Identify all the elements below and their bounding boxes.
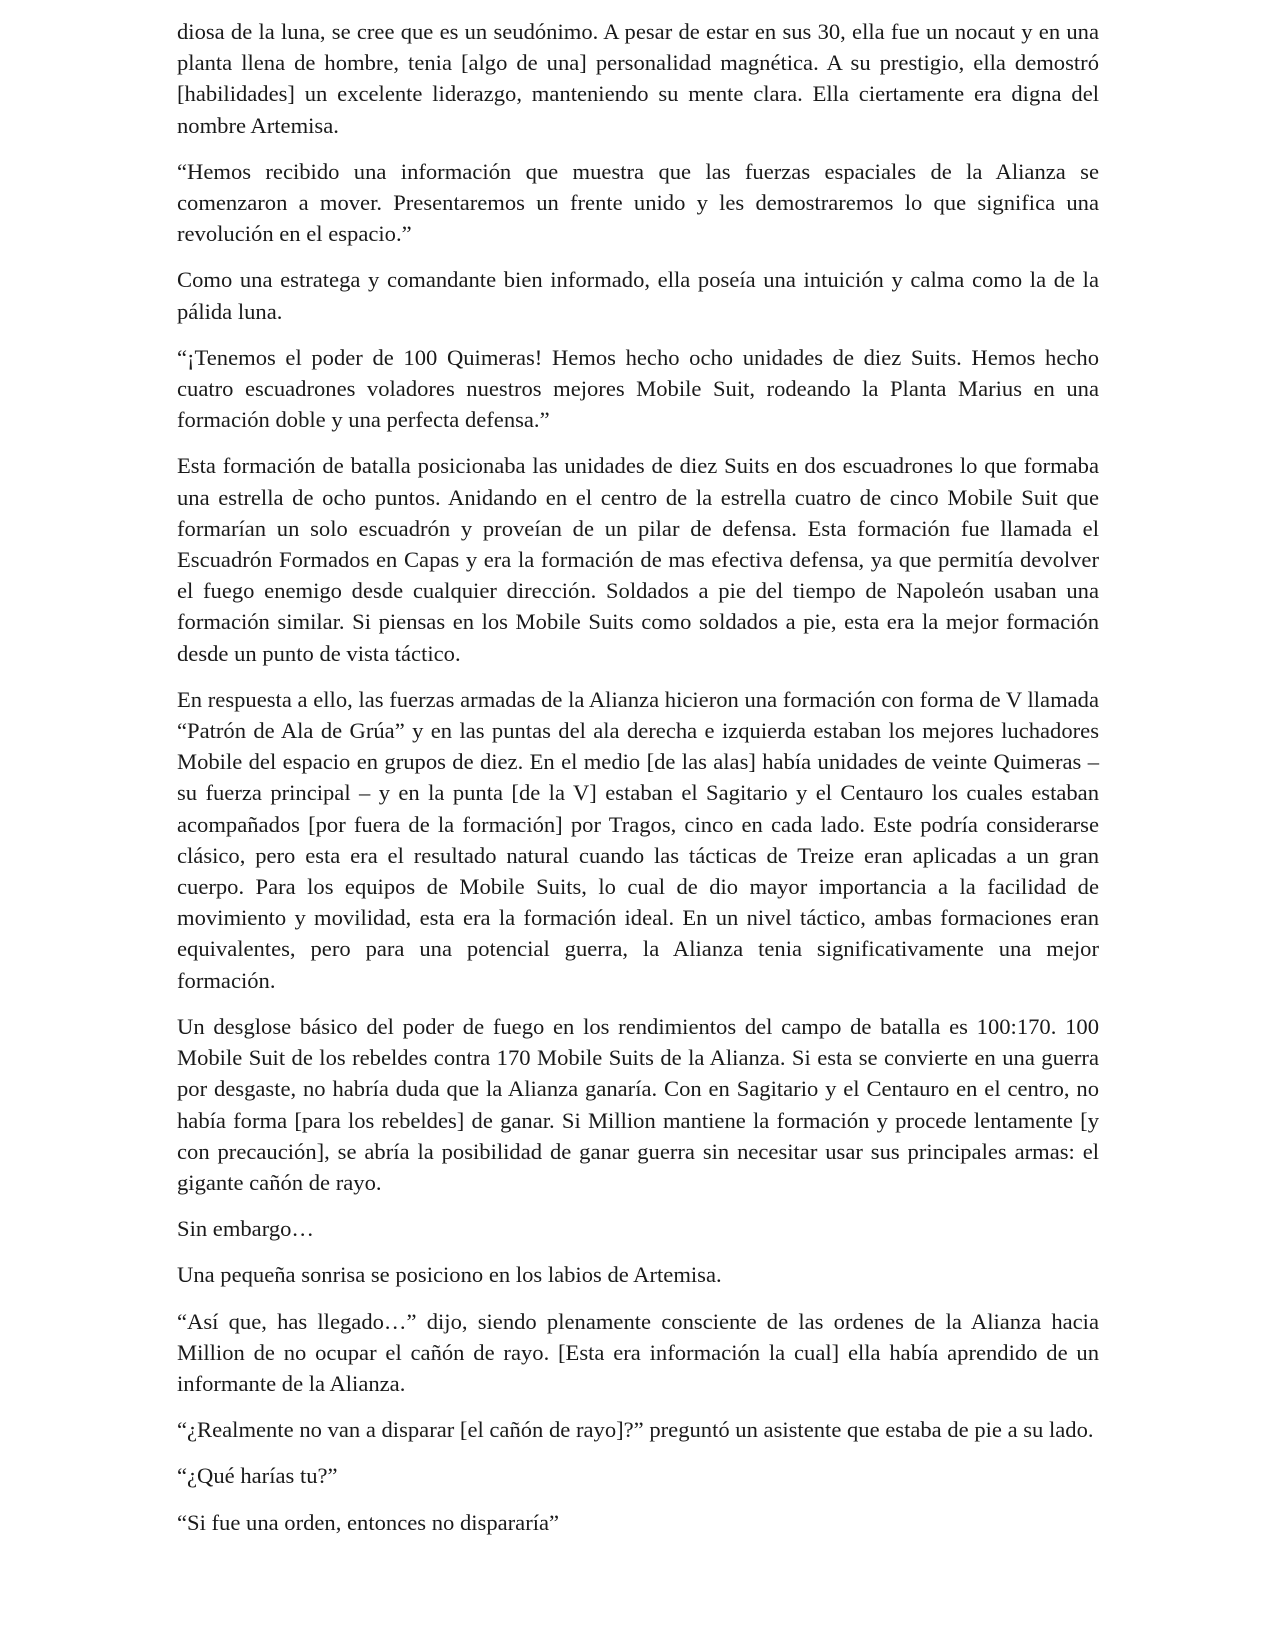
- paragraph: “Si fue una orden, entonces no dispararía”: [177, 1509, 560, 1535]
- paragraph: Un desglose básico del poder de fuego en los rendimientos del campo de batalla es 100:170. 100 Mobile Suit de los rebeldes contra 170 Mobile Suits de la Alianza. Si esta se convierte en una guerra por desgaste, no habría duda que la Alianza ganaría. Con en Sagitario y el Centauro en el centro, no había forma [para los rebeldes] de ganar. Si Million mantiene la formación y procede lentamente [y con precaución], se abría la posibilidad de ganar guerra sin necesitar usar sus principales armas: el gigante cañón de rayo.: [177, 1013, 1099, 1195]
- paragraph: Una pequeña sonrisa se posiciono en los labios de Artemisa.: [177, 1262, 722, 1288]
- paragraph: “¡Tenemos el poder de 100 Quimeras! Hemos hecho ocho unidades de diez Suits. Hemos hecho cuatro escuadrones voladores nuestros mejores Mobile Suit, rodeando la Planta Marius en una formación doble y una perfecta defensa.”: [177, 344, 1099, 433]
- paragraph: “¿Qué harías tu?”: [177, 1463, 338, 1489]
- paragraph: Como una estratega y comandante bien informado, ella poseía una intuición y calma como la de la pálida luna.: [177, 267, 1099, 324]
- paragraph: “Así que, has llegado…” dijo, siendo plenamente consciente de las ordenes de la Alianza hacia Million de no ocupar el cañón de rayo. [Esta era información la cual] ella había aprendido de un informante de la Alianza.: [177, 1308, 1099, 1396]
- paragraph: diosa de la luna, se cree que es un seudónimo. A pesar de estar en sus 30, ella fue un nocaut y en una planta llena de hombre, tenia [algo de una] personalidad magnética. A su prestigio, ella demostró [habilidades] un excelente liderazgo, manteniendo su mente clara. Ella ciertamente era digna del nombre Artemisa.: [177, 19, 1099, 138]
- paragraph: En respuesta a ello, las fuerzas armadas de la Alianza hicieron una formación con forma de V llamada “Patrón de Ala de Grúa” y en las puntas del ala derecha e izquierda estaban los mejores luchadores Mobile del espacio en grupos de diez. En el medio [de las alas] había unidades de veinte Quimeras – su fuerza principal – y en la punta [de la V] estaban el Sagitario y el Centauro los cuales estaban acompañados [por fuera de la formación] por Tragos, cinco en cada lado. Este podría considerarse clásico, pero esta era el resultado natural cuando las tácticas de Treize eran aplicadas a un gran cuerpo. Para los equipos de Mobile Suits, lo cual de dio mayor importancia a la facilidad de movimiento y movilidad, esta era la formación ideal. En un nivel táctico, ambas formaciones eran equivalentes, pero para una potencial guerra, la Alianza tenia significativamente una mejor formación.: [177, 686, 1099, 993]
- paragraph: Esta formación de batalla posicionaba las unidades de diez Suits en dos escuadrones lo que formaba una estrella de ocho puntos. Anidando en el centro de la estrella cuatro de cinco Mobile Suit que formarían un solo escuadrón y proveían de un pilar de defensa. Esta formación fue llamada el Escuadrón Formados en Capas y era la formación de mas efectiva defensa, ya que permitía devolver el fuego enemigo desde cualquier dirección. Soldados a pie del tiempo de Napoleón usaban una formación similar. Si piensas en los Mobile Suits como soldados a pie, esta era la mejor formación desde un punto de vista táctico.: [177, 453, 1099, 666]
- paragraph: “Hemos recibido una información que muestra que las fuerzas espaciales de la Alianza se comenzaron a mover. Presentaremos un frente unido y les demostraremos lo que significa una revolución en el espacio.”: [177, 158, 1099, 247]
- paragraph: Sin embargo…: [177, 1216, 315, 1242]
- paragraph: “¿Realmente no van a disparar [el cañón de rayo]?” preguntó un asistente que estaba de pie a su lado.: [177, 1417, 1094, 1443]
- document-page: [177, 16, 1099, 1553]
